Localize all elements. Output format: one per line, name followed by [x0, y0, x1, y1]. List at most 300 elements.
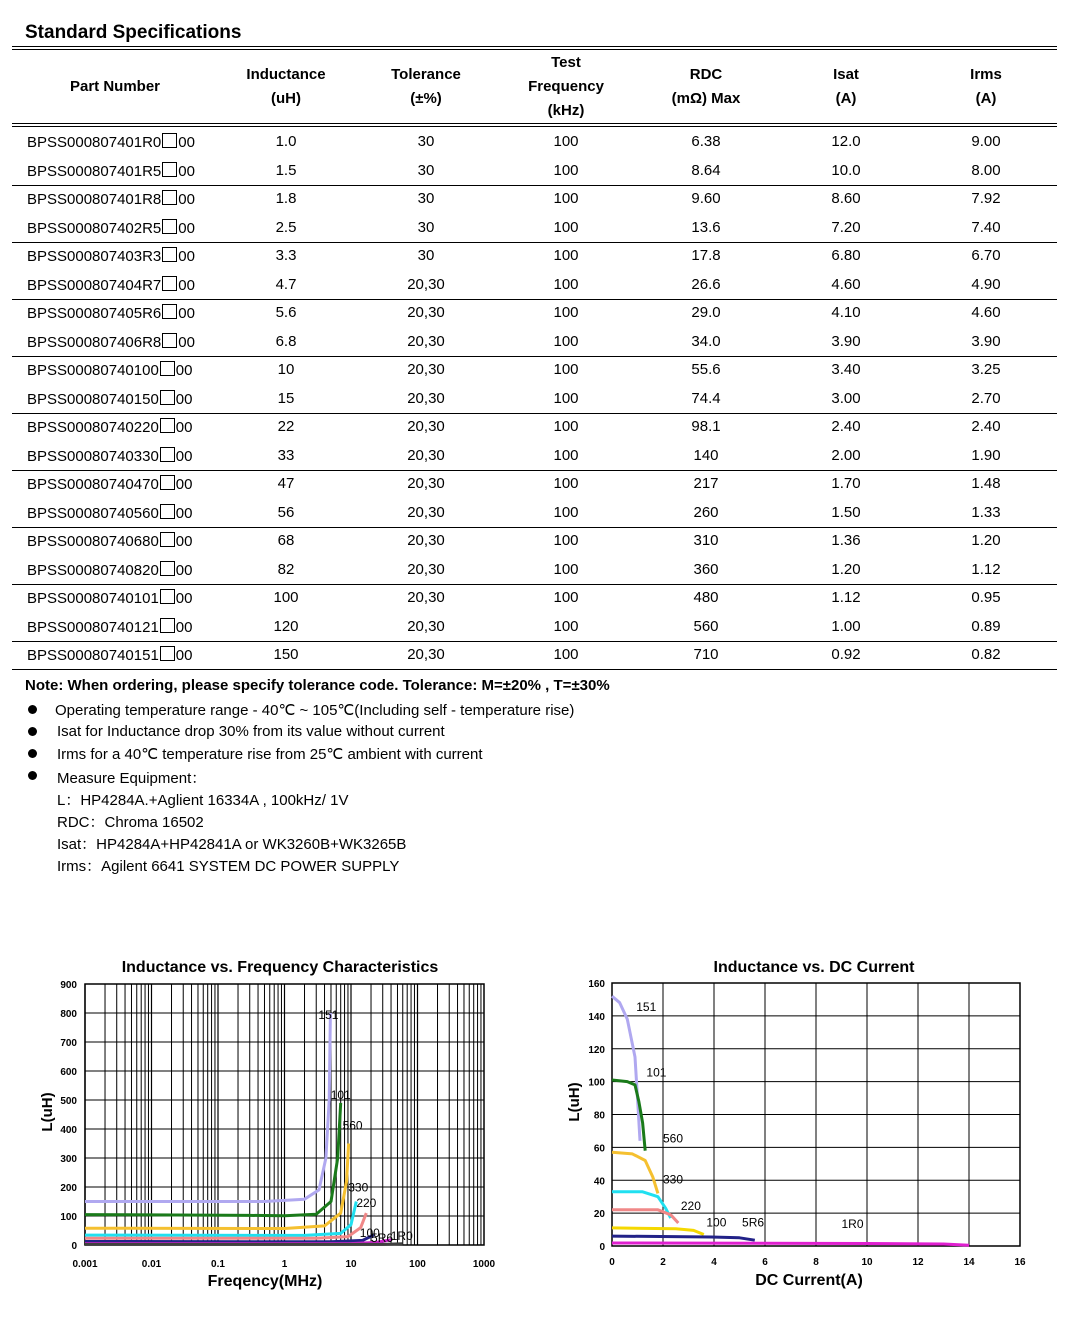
series-line-151 — [612, 996, 640, 1141]
table-row — [12, 356, 1057, 384]
tol-cell: 20,30 — [407, 646, 445, 663]
equipment-rdc: RDC：Chroma 16502 — [57, 814, 204, 831]
ind-cell: 1.5 — [275, 161, 297, 179]
freq-cell: 100 — [553, 617, 579, 635]
part-number-cell — [27, 418, 192, 436]
isat-cell: 10.0 — [831, 161, 861, 179]
irms-cell: 0.89 — [971, 617, 1001, 635]
x-tick-label: 10 — [345, 1259, 357, 1270]
isat-cell: 3.00 — [831, 389, 861, 407]
irms-cell: 3.90 — [971, 332, 1001, 350]
table-row — [12, 385, 1057, 413]
part-number-prefix: BPSS000807403R3 — [27, 248, 162, 265]
curve-label-100: 100 — [359, 1225, 380, 1240]
tolerance-code-box — [160, 475, 175, 490]
header-rdc-unit: (mΩ) Max — [671, 90, 741, 107]
x-tick-label: 1 — [281, 1259, 288, 1270]
header-isat — [786, 50, 906, 124]
part-number-cell — [27, 390, 192, 408]
equipment-isat: Isat：HP4284A+HP42841A or WK3260B+WK3265B — [57, 836, 407, 853]
freq-cell: 100 — [553, 475, 579, 492]
part-number-suffix: 00 — [178, 162, 195, 180]
isat-cell: 1.12 — [831, 589, 861, 606]
part-number-cell — [27, 504, 192, 522]
part-number-suffix: 00 — [175, 533, 193, 550]
part-number-suffix: 00 — [175, 476, 193, 493]
part-number-cell — [27, 589, 192, 607]
tolerance-code-box — [160, 618, 175, 633]
part-number-suffix: 00 — [178, 134, 195, 151]
y-tick-label: 120 — [588, 1044, 605, 1056]
header-frequency-unit: (kHz) — [547, 102, 585, 119]
y-tick-label: 100 — [588, 1077, 605, 1089]
x-tick-label: 0 — [609, 1257, 615, 1268]
series-line-1R0 — [85, 1244, 403, 1245]
series-line-330 — [85, 1202, 356, 1236]
ind-cell: 33 — [277, 446, 295, 464]
header-inductance-label: Inductance — [246, 66, 326, 83]
header-inductance — [226, 50, 346, 124]
y-tick-label: 60 — [593, 1143, 605, 1155]
rdc-cell: 360 — [693, 560, 719, 578]
freq-cell: 100 — [553, 361, 579, 378]
series-line-560 — [612, 1152, 658, 1193]
header-tolerance-unit: (±%) — [410, 90, 442, 107]
part-number-prefix: BPSS00080740101 — [27, 590, 159, 607]
freq-cell: 100 — [553, 532, 579, 549]
curve-label-1R0: 1R0 — [841, 1216, 864, 1231]
part-number-prefix: BPSS00080740121 — [27, 618, 159, 636]
rdc-cell: 98.1 — [691, 418, 721, 435]
rdc-cell: 17.8 — [691, 247, 721, 264]
table-row — [12, 442, 1057, 470]
bullet-dot — [28, 727, 37, 736]
part-number-prefix: BPSS000807406R8 — [27, 333, 162, 351]
curve-label-100: 100 — [706, 1215, 727, 1230]
x-axis-label: DC Current(A) — [755, 1272, 863, 1289]
table-row — [12, 299, 1057, 327]
title-rule — [12, 46, 1057, 47]
ind-cell: 56 — [277, 503, 295, 521]
inductance-vs-frequency-chart — [0, 940, 540, 1310]
ind-cell: 100 — [273, 589, 299, 606]
isat-cell: 3.90 — [831, 332, 861, 350]
series-line-1R0 — [612, 1243, 969, 1245]
x-tick-label: 4 — [711, 1257, 717, 1268]
series-line-100 — [612, 1228, 704, 1235]
page-title: Standard Specifications — [25, 22, 242, 43]
curve-label-330: 330 — [663, 1172, 684, 1187]
part-number-prefix: BPSS00080740151 — [27, 647, 159, 664]
table-row — [12, 556, 1057, 584]
y-tick-label: 20 — [593, 1209, 605, 1221]
isat-cell: 7.20 — [831, 218, 861, 236]
tol-cell: 30 — [417, 133, 435, 150]
series-line-330 — [612, 1192, 671, 1218]
y-tick-label: 160 — [588, 979, 605, 990]
part-number-cell — [27, 219, 195, 237]
y-tick-label: 40 — [593, 1176, 605, 1188]
bullet-irms-definition: Irms for a 40℃ temperature rise from 25℃ ambient with current — [57, 746, 483, 763]
part-number-suffix: 00 — [175, 504, 193, 522]
part-number-cell — [27, 190, 195, 208]
tolerance-code-box — [160, 361, 175, 376]
part-number-prefix: BPSS000807402R5 — [27, 219, 162, 237]
curve-label-101: 101 — [330, 1087, 351, 1102]
isat-cell: 3.40 — [831, 361, 861, 378]
x-tick-label: 16 — [1014, 1257, 1026, 1268]
tolerance-code-box — [162, 333, 177, 348]
tolerance-code-box — [160, 532, 175, 547]
tol-cell: 30 — [417, 161, 435, 179]
tolerance-code-box — [162, 133, 177, 148]
tol-cell: 20,30 — [407, 361, 445, 378]
irms-cell: 7.92 — [971, 190, 1001, 207]
rdc-cell: 55.6 — [691, 361, 721, 378]
x-tick-label: 10 — [861, 1257, 873, 1268]
header-part-number — [50, 50, 180, 124]
curve-label-220: 220 — [356, 1196, 377, 1211]
part-number-suffix: 00 — [178, 333, 195, 351]
tol-cell: 20,30 — [407, 418, 445, 435]
ind-cell: 15 — [277, 389, 295, 407]
curve-label-560: 560 — [342, 1118, 363, 1133]
table-row — [12, 328, 1057, 356]
irms-cell: 4.60 — [971, 304, 1001, 321]
isat-cell: 1.20 — [831, 560, 861, 578]
part-number-cell — [27, 361, 192, 379]
tolerance-code-box — [162, 190, 177, 205]
bullet-measure-equipment: Measure Equipment： — [57, 770, 207, 787]
header-irms-unit: (A) — [975, 90, 997, 107]
ind-cell: 1.8 — [275, 190, 297, 207]
table-row — [12, 470, 1057, 498]
header-inductance-unit: (uH) — [271, 90, 301, 107]
y-tick-label: 900 — [60, 980, 77, 991]
y-tick-label: 0 — [71, 1241, 77, 1252]
ind-cell: 22 — [277, 418, 295, 435]
bullet-dot — [28, 749, 37, 758]
part-number-prefix: BPSS00080740150 — [27, 390, 159, 408]
rdc-cell: 310 — [693, 532, 719, 549]
irms-cell: 1.20 — [971, 532, 1001, 549]
tol-cell: 30 — [417, 190, 435, 207]
irms-cell: 3.25 — [971, 361, 1001, 378]
ind-cell: 68 — [277, 532, 295, 549]
part-number-cell — [27, 646, 192, 664]
part-number-prefix: BPSS00080740680 — [27, 533, 159, 550]
ind-cell: 2.5 — [275, 218, 297, 236]
bullet-dot — [28, 705, 37, 714]
header-test-label: Test — [551, 54, 581, 71]
bullet-dot — [28, 771, 37, 780]
isat-cell: 2.40 — [831, 418, 861, 435]
tol-cell: 20,30 — [407, 503, 445, 521]
table-row — [12, 584, 1057, 612]
part-number-suffix: 00 — [175, 561, 193, 579]
rdc-cell: 34.0 — [691, 332, 721, 350]
part-number-cell — [27, 532, 192, 550]
ind-cell: 4.7 — [275, 275, 297, 293]
part-number-prefix: BPSS000807405R6 — [27, 305, 162, 322]
irms-cell: 4.90 — [971, 275, 1001, 293]
part-number-suffix: 00 — [178, 219, 195, 237]
curve-label-330: 330 — [348, 1180, 369, 1195]
tol-cell: 30 — [417, 218, 435, 236]
part-number-cell — [27, 475, 192, 493]
rdc-cell: 710 — [693, 646, 719, 663]
isat-cell: 1.50 — [831, 503, 861, 521]
rdc-cell: 13.6 — [691, 218, 721, 236]
header-frequency-label: Frequency — [528, 78, 604, 95]
ordering-note: Note: When ordering, please specify tolerance code. Tolerance: M=±20% , T=±30% — [25, 677, 610, 694]
ind-cell: 150 — [273, 646, 299, 663]
tol-cell: 20,30 — [407, 304, 445, 321]
part-number-cell — [27, 133, 195, 151]
table-row — [12, 271, 1057, 299]
part-number-suffix: 00 — [175, 590, 193, 607]
rdc-cell: 74.4 — [691, 389, 721, 407]
curve-label-101: 101 — [646, 1065, 667, 1080]
part-number-suffix: 00 — [175, 362, 193, 379]
freq-cell: 100 — [553, 418, 579, 435]
x-tick-label: 0.01 — [141, 1259, 162, 1270]
header-isat-unit: (A) — [835, 90, 857, 107]
table-row — [12, 527, 1057, 555]
rdc-cell: 8.64 — [691, 161, 721, 179]
irms-cell: 8.00 — [971, 161, 1001, 179]
tolerance-code-box — [160, 589, 175, 604]
freq-cell: 100 — [553, 133, 579, 150]
inductance-vs-dc-current-chart — [540, 940, 1071, 1310]
x-tick-label: 2 — [660, 1257, 666, 1268]
part-number-cell — [27, 333, 195, 351]
tol-cell: 20,30 — [407, 332, 445, 350]
isat-cell: 12.0 — [831, 133, 861, 150]
irms-cell: 7.40 — [971, 218, 1001, 236]
irms-cell: 9.00 — [971, 133, 1001, 150]
irms-cell: 0.82 — [971, 646, 1001, 663]
rdc-cell: 480 — [693, 589, 719, 606]
ind-cell: 120 — [273, 617, 299, 635]
x-tick-label: 14 — [963, 1257, 975, 1268]
y-tick-label: 600 — [60, 1067, 77, 1078]
part-number-prefix: BPSS00080740470 — [27, 476, 159, 493]
bullet-operating-temperature: Operating temperature range - 40℃ ~ 105℃(Including self - temperature rise) — [55, 702, 575, 719]
part-number-cell — [27, 162, 195, 180]
y-tick-label: 300 — [60, 1154, 77, 1165]
freq-cell: 100 — [553, 218, 579, 236]
equipment-irms: Irms：Agilent 6641 SYSTEM DC POWER SUPPLY — [57, 858, 400, 875]
tol-cell: 30 — [417, 247, 435, 264]
part-number-suffix: 00 — [175, 647, 193, 664]
curve-label-220: 220 — [680, 1198, 701, 1213]
freq-cell: 100 — [553, 446, 579, 464]
part-number-cell — [27, 247, 195, 265]
x-tick-label: 100 — [409, 1259, 426, 1270]
table-row — [12, 499, 1057, 527]
header-tolerance — [366, 50, 486, 124]
freq-cell: 100 — [553, 503, 579, 521]
y-tick-label: 500 — [60, 1096, 77, 1107]
rdc-cell: 140 — [693, 446, 719, 464]
curve-label-5R6: 5R6 — [371, 1230, 394, 1245]
y-tick-label: 200 — [60, 1183, 77, 1194]
part-number-suffix: 00 — [178, 305, 195, 322]
part-number-prefix: BPSS00080740820 — [27, 561, 159, 579]
table-row — [12, 185, 1057, 213]
tol-cell: 20,30 — [407, 589, 445, 606]
chart-title: Inductance vs. DC Current — [713, 959, 915, 976]
table-row — [12, 413, 1057, 441]
x-axis-label: Freqency(MHz) — [207, 1273, 323, 1290]
freq-cell: 100 — [553, 304, 579, 321]
tolerance-code-box — [160, 447, 175, 462]
header-rule — [12, 123, 1057, 124]
freq-cell: 100 — [553, 646, 579, 663]
part-number-suffix: 00 — [178, 248, 195, 265]
ind-cell: 47 — [277, 475, 295, 492]
header-irms-label: Irms — [970, 66, 1002, 83]
freq-cell: 100 — [553, 560, 579, 578]
table-row — [12, 128, 1057, 156]
irms-cell: 2.70 — [971, 389, 1001, 407]
header-rdc — [641, 50, 771, 124]
header-rule-double — [12, 126, 1057, 127]
freq-cell: 100 — [553, 332, 579, 350]
tol-cell: 20,30 — [407, 617, 445, 635]
x-tick-label: 8 — [813, 1257, 819, 1268]
freq-cell: 100 — [553, 161, 579, 179]
part-number-cell — [27, 304, 195, 322]
freq-cell: 100 — [553, 247, 579, 264]
table-row — [12, 157, 1057, 185]
freq-cell: 100 — [553, 190, 579, 207]
rdc-cell: 26.6 — [691, 275, 721, 293]
y-tick-label: 0 — [599, 1242, 605, 1253]
part-number-suffix: 00 — [175, 618, 193, 636]
rdc-cell: 6.38 — [691, 133, 721, 150]
tolerance-code-box — [162, 304, 177, 319]
curve-label-560: 560 — [663, 1131, 684, 1146]
irms-cell: 6.70 — [971, 247, 1001, 264]
tolerance-code-box — [160, 390, 175, 405]
tolerance-code-box — [162, 247, 177, 262]
tolerance-code-box — [160, 418, 175, 433]
header-tolerance-label: Tolerance — [391, 66, 461, 83]
y-tick-label: 80 — [593, 1110, 605, 1122]
series-line-5R6 — [612, 1236, 755, 1240]
tolerance-code-box — [162, 219, 177, 234]
part-number-suffix: 00 — [178, 191, 195, 208]
irms-cell: 1.90 — [971, 446, 1001, 464]
freq-cell: 100 — [553, 275, 579, 293]
x-tick-label: 6 — [762, 1257, 768, 1268]
rdc-cell: 9.60 — [691, 190, 721, 207]
part-number-suffix: 00 — [175, 390, 193, 408]
ind-cell: 5.6 — [275, 304, 297, 321]
isat-cell: 4.60 — [831, 275, 861, 293]
header-irms — [926, 50, 1046, 124]
part-number-prefix: BPSS00080740220 — [27, 419, 159, 436]
isat-cell: 1.00 — [831, 617, 861, 635]
y-tick-label: 700 — [60, 1038, 77, 1049]
part-number-prefix: BPSS00080740100 — [27, 362, 159, 379]
ind-cell: 6.8 — [275, 332, 297, 350]
y-axis-label: L(uH) — [566, 1082, 583, 1122]
isat-cell: 2.00 — [831, 446, 861, 464]
rdc-cell: 560 — [693, 617, 719, 635]
ind-cell: 1.0 — [275, 133, 297, 150]
table-row — [12, 214, 1057, 242]
curve-label-5R6: 5R6 — [742, 1215, 765, 1230]
header-isat-label: Isat — [833, 66, 859, 83]
tolerance-code-box — [162, 162, 177, 177]
table-row — [12, 613, 1057, 641]
equipment-l: L：HP4284A.+Aglient 16334A , 100kHz/ 1V — [57, 792, 349, 809]
y-tick-label: 400 — [60, 1125, 77, 1136]
y-tick-label: 140 — [588, 1011, 605, 1023]
x-tick-label: 0.1 — [211, 1259, 225, 1270]
table-row — [12, 242, 1057, 270]
y-axis-label: L(uH) — [39, 1092, 56, 1132]
irms-cell: 1.48 — [971, 475, 1001, 492]
y-tick-label: 100 — [60, 1212, 77, 1223]
header-test-frequency — [506, 50, 626, 124]
header-rdc-label: RDC — [689, 66, 723, 83]
y-tick-label: 800 — [60, 1009, 77, 1020]
isat-cell: 6.80 — [831, 247, 861, 264]
part-number-prefix: BPSS000807401R8 — [27, 191, 162, 208]
part-number-suffix: 00 — [178, 276, 195, 294]
part-number-prefix: BPSS00080740560 — [27, 504, 159, 522]
isat-cell: 1.70 — [831, 475, 861, 492]
curve-label-1R0: 1R0 — [390, 1228, 413, 1243]
rdc-cell: 260 — [693, 503, 719, 521]
tolerance-code-box — [160, 561, 175, 576]
x-tick-label: 1000 — [472, 1259, 496, 1270]
x-tick-label: 12 — [912, 1257, 924, 1268]
rdc-cell: 217 — [693, 475, 719, 492]
rdc-cell: 29.0 — [691, 304, 721, 321]
isat-cell: 8.60 — [831, 190, 861, 207]
part-number-cell — [27, 561, 192, 579]
tolerance-code-box — [160, 646, 175, 661]
irms-cell: 1.12 — [971, 560, 1001, 578]
part-number-suffix: 00 — [175, 447, 193, 465]
ind-cell: 82 — [277, 560, 295, 578]
tol-cell: 20,30 — [407, 446, 445, 464]
bullet-isat-definition: Isat for Inductance drop 30% from its value without current — [57, 723, 445, 740]
tolerance-code-box — [160, 504, 175, 519]
tol-cell: 20,30 — [407, 275, 445, 293]
freq-cell: 100 — [553, 589, 579, 606]
tol-cell: 20,30 — [407, 389, 445, 407]
ind-cell: 3.3 — [275, 247, 297, 264]
freq-cell: 100 — [553, 389, 579, 407]
curve-label-151: 151 — [636, 999, 657, 1014]
tol-cell: 20,30 — [407, 475, 445, 492]
row-group-separator — [12, 669, 1057, 670]
table-row — [12, 641, 1057, 669]
header-part-label: Part Number — [69, 78, 161, 95]
irms-cell: 2.40 — [971, 418, 1001, 435]
chart-title: Inductance vs. Frequency Characteristics — [121, 959, 439, 976]
tol-cell: 20,30 — [407, 560, 445, 578]
part-number-cell — [27, 447, 192, 465]
irms-cell: 0.95 — [971, 589, 1001, 606]
part-number-prefix: BPSS00080740330 — [27, 447, 159, 465]
